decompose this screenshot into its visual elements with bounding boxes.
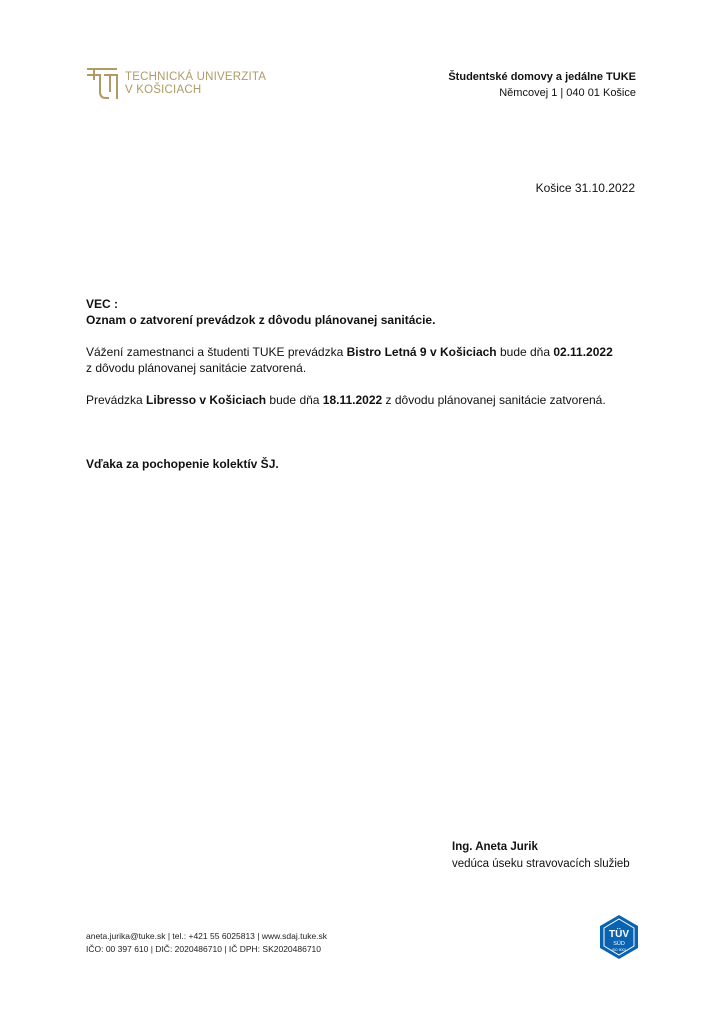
p1-venue: Bistro Letná 9 v Košiciach <box>346 345 497 359</box>
paragraph-bistro <box>86 344 646 376</box>
tuv-badge-top: TÜV <box>609 929 629 940</box>
p2-text-1: Prevádzka <box>86 393 147 407</box>
letter-date: Košice 31.10.2022 <box>535 181 635 195</box>
footer-line-2: IČO: 00 397 610 | DIČ: 2020486710 | IČ DPH: SK2020486710 <box>86 944 322 954</box>
university-name <box>125 71 266 97</box>
university-logo <box>86 68 266 100</box>
signatory-name: Ing. Aneta Jurik <box>452 841 538 853</box>
p2-date: 18.11.2022 <box>322 393 383 407</box>
signatory-title: vedúca úseku stravovacích služieb <box>452 858 630 870</box>
p2-venue: Libresso v Košiciach <box>146 393 267 407</box>
p1-text-2: bude dňa <box>496 345 554 359</box>
letter-body <box>86 296 646 472</box>
p2-text-2: bude dňa <box>266 393 323 407</box>
p1-text-1: Vážení zamestnanci a študenti TUKE prevádzka <box>86 345 347 359</box>
subject-line: Oznam o zatvorení prevádzok z dôvodu plánovanej sanitácie. <box>86 313 436 327</box>
tu-logo-icon <box>86 68 118 100</box>
p1-date: 02.11.2022 <box>553 345 613 359</box>
organization-address: Němcovej 1 | 040 01 Košice <box>499 87 636 99</box>
university-name-line2: V KOŠICIACH <box>125 84 202 96</box>
paragraph-libresso <box>86 392 646 408</box>
p2-text-3: z dôvodu plánovanej sanitácie zatvorená. <box>382 393 606 407</box>
tuv-badge-small: ISO 9001 <box>611 948 627 952</box>
signature-block <box>452 839 630 873</box>
p1-text-3: z dôvodu plánovanej sanitácie zatvorená. <box>86 361 307 375</box>
footer-line-1: aneta.jurika@tuke.sk | tel.: +421 55 6025813 | www.sdaj.tuke.sk <box>86 931 328 941</box>
tuv-badge-sub: SÜD <box>613 941 625 947</box>
organization-header <box>448 69 636 101</box>
thanks-line: Vďaka za pochopenie kolektív ŠJ. <box>86 457 279 471</box>
organization-name: Študentské domovy a jedálne TUKE <box>448 71 636 83</box>
university-name-line1: TECHNICKÁ UNIVERZITA <box>125 71 267 83</box>
footer-contact <box>86 930 327 956</box>
tuv-badge-icon <box>597 914 641 960</box>
tuv-certification-badge <box>597 914 641 965</box>
subject-label: VEC : <box>86 297 119 311</box>
